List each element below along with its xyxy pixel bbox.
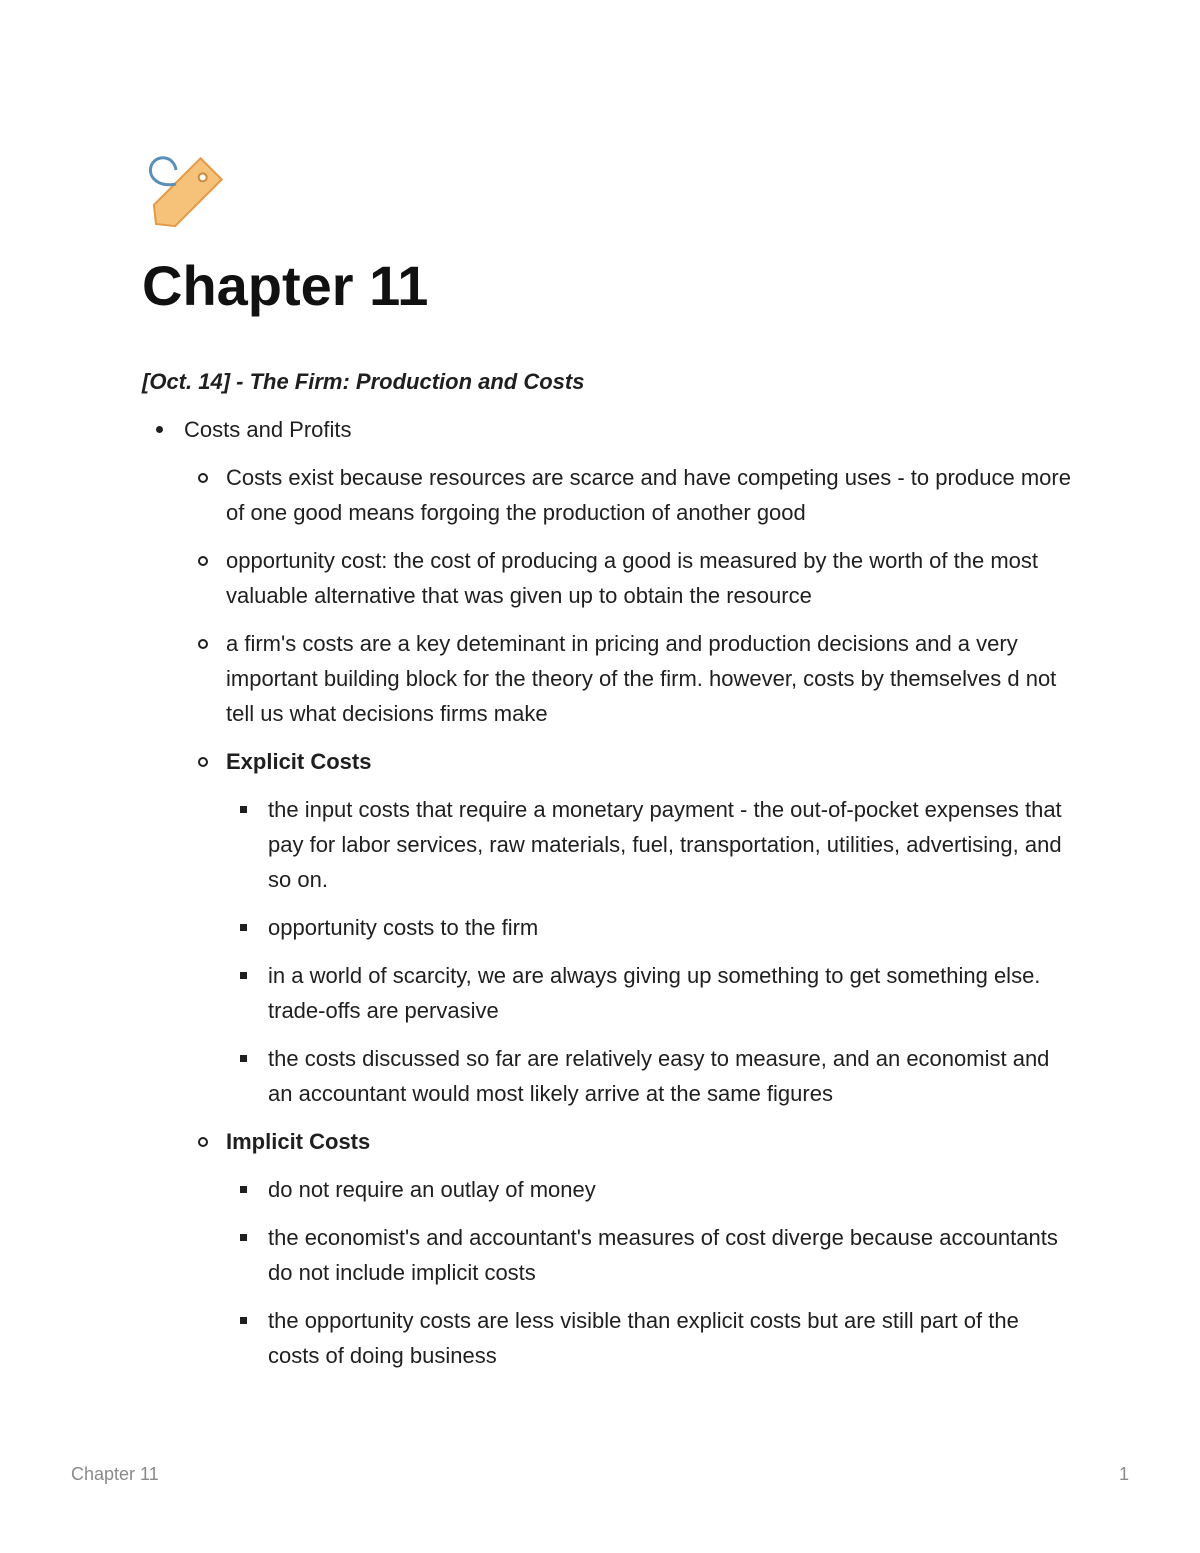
list-item <box>184 1124 1072 1373</box>
bullet-square-icon <box>240 1317 247 1324</box>
list-item <box>226 1220 1072 1290</box>
bullet-square-icon <box>240 1186 247 1193</box>
bullet-circle-icon <box>198 757 208 767</box>
list-item <box>226 792 1072 897</box>
topic-label: Costs and Profits <box>184 417 352 442</box>
sub-sub-list <box>226 792 1072 1111</box>
list-item <box>184 626 1072 731</box>
list-item <box>226 1303 1072 1373</box>
bullet-square-icon <box>240 1055 247 1062</box>
sub-sub-list <box>226 1172 1072 1373</box>
footer-page-number: 1 <box>1118 1464 1129 1484</box>
list-item-text: opportunity cost: the cost of producing a good is measured by the worth of the most valuable alternative that was given up to obtain the resource <box>226 548 1039 608</box>
notes-body <box>142 364 1072 1386</box>
footer-doc-name: Chapter 11 <box>71 1464 159 1484</box>
bullet-dot-icon <box>156 426 163 433</box>
list-item-text: the costs discussed so far are relatively easy to measure, and an economist and an accountant would most likely arrive at the same figures <box>268 1046 1050 1106</box>
section-heading: [Oct. 14] - The Firm: Production and Costs <box>142 369 585 394</box>
bullet-circle-icon <box>198 473 208 483</box>
bullet-square-icon <box>240 972 247 979</box>
bullet-circle-icon <box>198 556 208 566</box>
bullet-square-icon <box>240 1234 247 1241</box>
outline-list <box>142 412 1072 1373</box>
implicit-costs-label: Implicit Costs <box>226 1129 371 1154</box>
list-item-text: the input costs that require a monetary payment - the out-of-pocket expenses that pay for labor services, raw materials, fuel, transportation, utilities, advertising, and so on. <box>268 797 1062 892</box>
list-item <box>184 460 1072 530</box>
list-item <box>142 412 1072 1373</box>
list-item-text: a firm's costs are a key deteminant in pricing and production decisions and a very important building block for the theory of the firm. however, costs by themselves d not tell us what decisions firms make <box>226 631 1057 726</box>
list-item <box>184 543 1072 613</box>
bullet-square-icon <box>240 806 247 813</box>
list-item <box>226 1041 1072 1111</box>
list-item <box>184 744 1072 1111</box>
list-item <box>226 910 1072 945</box>
label-tag-icon <box>140 150 230 240</box>
list-item-text: do not require an outlay of money <box>268 1177 596 1202</box>
list-item <box>226 1172 1072 1207</box>
explicit-costs-label: Explicit Costs <box>226 749 372 774</box>
list-item <box>226 958 1072 1028</box>
list-item-text: Costs exist because resources are scarce and have competing uses - to produce more of one good means forgoing the production of another good <box>226 465 1071 525</box>
bullet-circle-icon <box>198 639 208 649</box>
page-title: Chapter 11 <box>142 254 429 317</box>
list-item-text: opportunity costs to the firm <box>268 915 539 940</box>
sub-list <box>184 460 1072 1373</box>
list-item-text: the opportunity costs are less visible than explicit costs but are still part of the costs of doing business <box>268 1308 1019 1368</box>
list-item-text: the economist's and accountant's measures of cost diverge because accountants do not include implicit costs <box>268 1225 1058 1285</box>
bullet-square-icon <box>240 924 247 931</box>
list-item-text: in a world of scarcity, we are always giving up something to get something else. trade-offs are pervasive <box>268 963 1041 1023</box>
bullet-circle-icon <box>198 1137 208 1147</box>
